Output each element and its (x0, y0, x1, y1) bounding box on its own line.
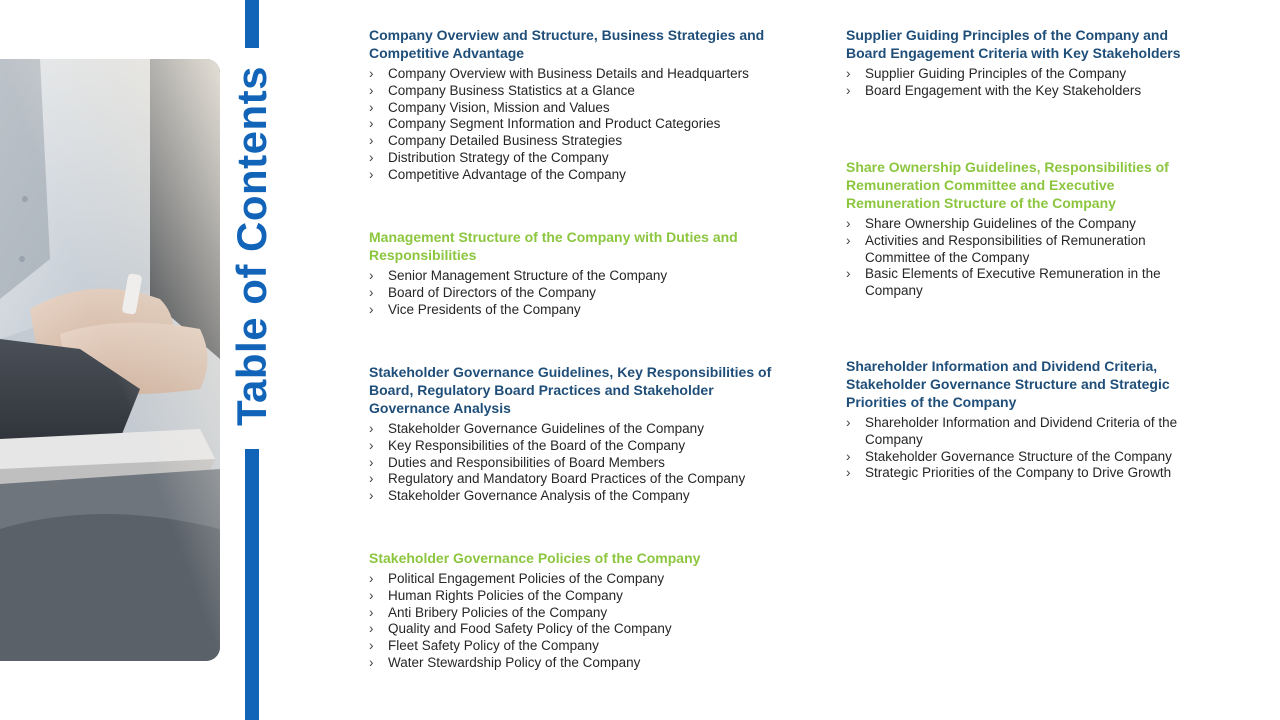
list-item-text: Quality and Food Safety Policy of the Company (388, 621, 672, 637)
list-item (369, 150, 779, 167)
list-item-text: Activities and Responsibilities of Remuneration Committee of the Company (865, 232, 1146, 265)
list-item (369, 571, 779, 588)
page-title: Table of Contents (228, 65, 275, 427)
toc-section (369, 26, 779, 184)
chevron-right-icon: › (846, 465, 851, 481)
list-item (369, 302, 779, 319)
section-heading: Supplier Guiding Principles of the Company and Board Engagement Criteria with Key Stakeholders (846, 27, 1181, 61)
list-item (369, 488, 779, 505)
list-item-text: Competitive Advantage of the Company (388, 166, 626, 182)
list-item-text: Shareholder Information and Dividend Criteria of the Company (865, 415, 1178, 447)
list-item-text: Stakeholder Governance Guidelines of the Company (388, 421, 704, 436)
section-item-list (846, 66, 1206, 100)
list-item-text: Water Stewardship Policy of the Company (388, 654, 641, 670)
toc-section (369, 549, 779, 672)
list-item (369, 421, 779, 438)
list-item-text: Regulatory and Mandatory Board Practices of the Company (388, 471, 746, 487)
list-item (369, 471, 779, 488)
list-item (369, 285, 779, 302)
list-item-text: Supplier Guiding Principles of the Company (865, 66, 1127, 81)
list-item (369, 638, 779, 655)
chevron-right-icon: › (369, 133, 374, 149)
chevron-right-icon: › (369, 454, 374, 470)
chevron-right-icon: › (369, 638, 374, 654)
section-heading: Stakeholder Governance Guidelines, Key Responsibilities of Board, Regulatory Board Practices and Stakeholder Governance Analysis (369, 364, 772, 416)
list-item (369, 605, 779, 622)
chevron-right-icon: › (369, 66, 374, 81)
section-item-list (369, 66, 779, 184)
accent-bar-top (245, 0, 259, 48)
chevron-right-icon: › (369, 116, 374, 132)
section-heading: Shareholder Information and Dividend Criteria, Stakeholder Governance Structure and Strategic Priorities of the Company (846, 358, 1170, 410)
list-item (369, 655, 779, 672)
list-item (369, 133, 779, 150)
chevron-right-icon: › (846, 216, 851, 231)
list-item-text: Company Overview with Business Details and Headquarters (388, 66, 749, 81)
chevron-right-icon: › (846, 266, 851, 282)
list-item (846, 216, 1191, 233)
chevron-right-icon: › (846, 415, 851, 430)
section-item-list (369, 268, 779, 318)
chevron-right-icon: › (369, 99, 374, 115)
section-heading: Management Structure of the Company with Duties and Responsibilities (369, 229, 738, 263)
chevron-right-icon: › (369, 284, 374, 300)
chevron-right-icon: › (369, 166, 374, 182)
list-item (369, 588, 779, 605)
toc-section (369, 363, 779, 505)
list-item (369, 455, 779, 472)
section-item-list (846, 216, 1191, 300)
chevron-right-icon: › (369, 604, 374, 620)
chevron-right-icon: › (369, 437, 374, 453)
chevron-right-icon: › (369, 571, 374, 586)
list-item-text: Anti Bribery Policies of the Company (388, 604, 608, 620)
meeting-photo-art (0, 59, 220, 661)
section-item-list (369, 571, 779, 672)
list-item-text: Stakeholder Governance Structure of the Company (865, 448, 1172, 464)
chevron-right-icon: › (369, 587, 374, 603)
chevron-right-icon: › (369, 471, 374, 487)
list-item-text: Duties and Responsibilities of Board Members (388, 454, 665, 470)
list-item-text: Human Rights Policies of the Company (388, 587, 623, 603)
section-heading: Company Overview and Structure, Business Strategies and Competitive Advantage (369, 27, 765, 61)
toc-section (846, 357, 1196, 482)
list-item-text: Company Vision, Mission and Values (388, 99, 610, 115)
list-item-text: Political Engagement Policies of the Company (388, 571, 665, 586)
chevron-right-icon: › (369, 654, 374, 670)
list-item (846, 66, 1206, 83)
chevron-right-icon: › (846, 448, 851, 464)
section-heading: Share Ownership Guidelines, Responsibilities of Remuneration Committee and Executive Remuneration Structure of the Company (846, 159, 1169, 211)
list-item (369, 268, 779, 285)
toc-section (846, 158, 1191, 300)
list-item-text: Company Detailed Business Strategies (388, 133, 623, 149)
section-item-list (846, 415, 1196, 482)
list-item (846, 465, 1196, 482)
toc-section (369, 228, 779, 318)
chevron-right-icon: › (369, 268, 374, 283)
list-item-text: Board of Directors of the Company (388, 284, 596, 300)
list-item-text: Distribution Strategy of the Company (388, 149, 609, 165)
chevron-right-icon: › (369, 82, 374, 98)
chevron-right-icon: › (369, 621, 374, 637)
chevron-right-icon: › (846, 66, 851, 81)
list-item (369, 116, 779, 133)
list-item (846, 83, 1206, 100)
list-item (369, 621, 779, 638)
chevron-right-icon: › (369, 421, 374, 436)
list-item (369, 83, 779, 100)
list-item (846, 449, 1196, 466)
meeting-photo (0, 59, 220, 661)
list-item-text: Senior Management Structure of the Company (388, 268, 668, 283)
section-heading: Stakeholder Governance Policies of the Company (369, 550, 701, 566)
chevron-right-icon: › (369, 149, 374, 165)
list-item (846, 415, 1196, 449)
list-item (369, 100, 779, 117)
list-item-text: Basic Elements of Executive Remuneration in the Company (865, 266, 1161, 299)
list-item-text: Strategic Priorities of the Company to Drive Growth (865, 465, 1172, 481)
section-item-list (369, 421, 779, 505)
list-item (846, 233, 1191, 267)
chevron-right-icon: › (369, 301, 374, 317)
list-item-text: Share Ownership Guidelines of the Company (865, 216, 1136, 231)
list-item-text: Company Segment Information and Product Categories (388, 116, 721, 132)
list-item (369, 167, 779, 184)
list-item-text: Company Business Statistics at a Glance (388, 82, 635, 98)
list-item-text: Fleet Safety Policy of the Company (388, 638, 599, 654)
list-item-text: Stakeholder Governance Analysis of the Company (388, 488, 690, 504)
list-item (369, 66, 779, 83)
chevron-right-icon: › (369, 488, 374, 504)
list-item (846, 266, 1191, 300)
list-item-text: Board Engagement with the Key Stakeholders (865, 82, 1142, 98)
accent-bar-bottom (245, 449, 259, 720)
list-item-text: Vice Presidents of the Company (388, 301, 581, 317)
chevron-right-icon: › (846, 232, 851, 248)
toc-section (846, 26, 1206, 100)
list-item-text: Key Responsibilities of the Board of the Company (388, 437, 686, 453)
chevron-right-icon: › (846, 82, 851, 98)
list-item (369, 438, 779, 455)
